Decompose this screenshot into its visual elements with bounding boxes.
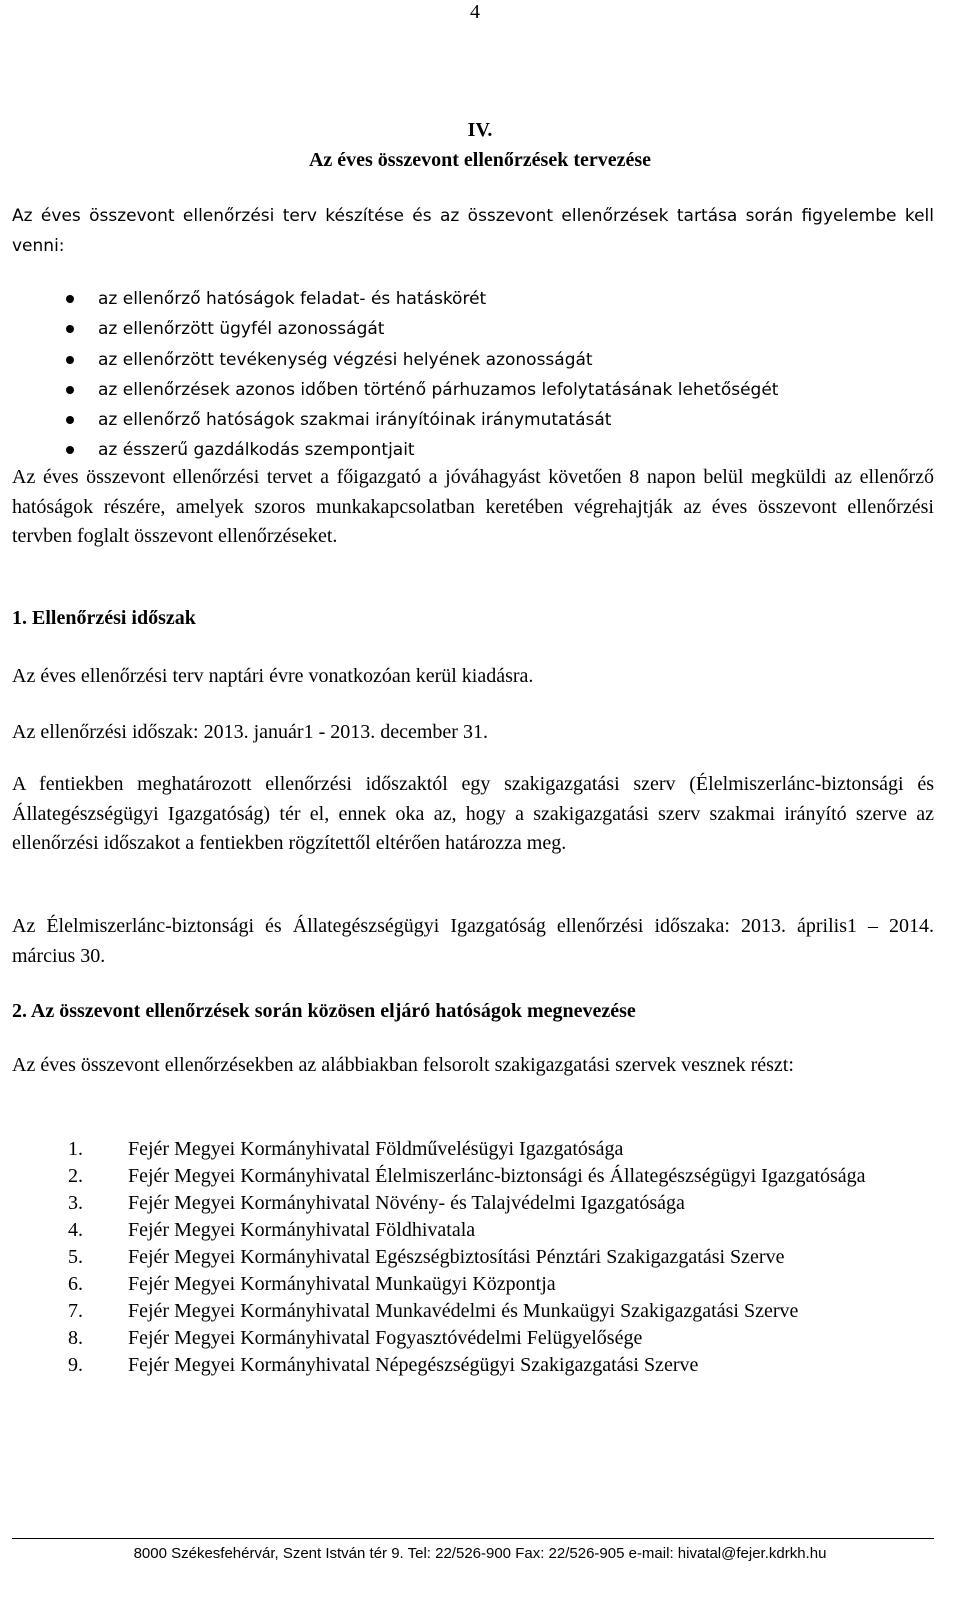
list-item: 2. Fejér Megyei Kormányhivatal Élelmiszerlánc-biztonsági és Állategészségügyi Igazgatósága: [68, 1165, 866, 1187]
considerations-list: [60, 284, 778, 466]
approval-paragraph: Az éves összevont ellenőrzési tervet a főigazgató a jóváhagyást követően 8 napon belül megküldi az ellenőrző hatóságok részére, amelyek szoros munkakapcsolatban keretében végrehajtják az éves összevont ellenőrzési tervben foglalt összevont ellenőrzéseket.: [12, 466, 934, 547]
bullet-icon: [66, 295, 74, 303]
page-footer: 8000 Székesfehérvár, Szent István tér 9. Tel: 22/526-900 Fax: 22/526-905 e-mail: hivatal@fejer.kdrkh.hu: [133, 1545, 827, 1562]
list-item: 8. Fejér Megyei Kormányhivatal Fogyasztóvédelmi Felügyelősége: [68, 1327, 643, 1349]
list-item: az ellenőrzések azonos időben történő párhuzamos lefolytatásának lehetőségét: [60, 375, 778, 405]
list-item: 9. Fejér Megyei Kormányhivatal Népegészségügyi Szakigazgatási Szerve: [68, 1354, 699, 1376]
list-item: 3. Fejér Megyei Kormányhivatal Növény- és Talajvédelmi Igazgatósága: [68, 1192, 685, 1214]
bullet-icon: [66, 386, 74, 394]
bullet-icon: [66, 356, 74, 364]
intro-paragraph: Az éves összevont ellenőrzési terv készítése és az összevont ellenőrzések tartása során figyelembe kell venni:: [12, 206, 934, 256]
section-1-heading: 1. Ellenőrzési időszak: [12, 607, 196, 629]
list-item: 4. Fejér Megyei Kormányhivatal Földhivatala: [68, 1219, 476, 1241]
list-item: 7. Fejér Megyei Kormányhivatal Munkavédelmi és Munkaügyi Szakigazgatási Szerve: [68, 1300, 799, 1322]
list-item: az ellenőrző hatóságok feladat- és hatáskörét: [60, 284, 778, 314]
bullet-icon: [66, 325, 74, 333]
chapter-numeral: IV.: [467, 119, 493, 141]
deviation-paragraph: A fentiekben meghatározott ellenőrzési időszaktól egy szakigazgatási szerv (Élelmiszerlánc-biztonsági és Állategészségügyi Igazgatóság) tér el, ennek oka az, hogy a szakigazgatási szerv szakmai irányító szerve az ellenőrzési időszakot a fentiekben rögzítettől eltérően határozza meg.: [12, 773, 934, 854]
bullet-icon: [66, 416, 74, 424]
list-item: 1. Fejér Megyei Kormányhivatal Földművelésügyi Igazgatósága: [68, 1138, 624, 1160]
list-item: az ellenőrző hatóságok szakmai irányítóinak iránymutatását: [60, 405, 778, 435]
page-number: 4: [470, 1, 480, 23]
list-item: az ellenőrzött tevékenység végzési helyének azonosságát: [60, 345, 778, 375]
bullet-icon: [66, 446, 74, 454]
list-item: 5. Fejér Megyei Kormányhivatal Egészségbiztosítási Pénztári Szakigazgatási Szerve: [68, 1246, 785, 1268]
list-item: az ésszerű gazdálkodás szempontjait: [60, 435, 778, 465]
chapter-title: Az éves összevont ellenőrzések tervezése: [308, 149, 652, 171]
food-chain-period: Az Élelmiszerlánc-biztonsági és Állategészségügyi Igazgatóság ellenőrzési időszaka: 2013. április1 – 2014. március 30.: [12, 915, 934, 967]
inspection-period: Az ellenőrzési időszak: 2013. január1 - 2013. december 31.: [12, 721, 488, 743]
section-2-intro: Az éves összevont ellenőrzésekben az alábbiakban felsorolt szakigazgatási szervek vesznek részt:: [12, 1054, 794, 1076]
footer-divider: [12, 1538, 934, 1539]
list-item: 6. Fejér Megyei Kormányhivatal Munkaügyi Központja: [68, 1273, 556, 1295]
section-1-paragraph: Az éves ellenőrzési terv naptári évre vonatkozóan kerül kiadásra.: [12, 665, 534, 687]
authorities-list: [60, 1136, 934, 1379]
list-item: az ellenőrzött ügyfél azonosságát: [60, 314, 778, 344]
section-2-heading: 2. Az összevont ellenőrzések során közösen eljáró hatóságok megnevezése: [12, 1000, 636, 1022]
